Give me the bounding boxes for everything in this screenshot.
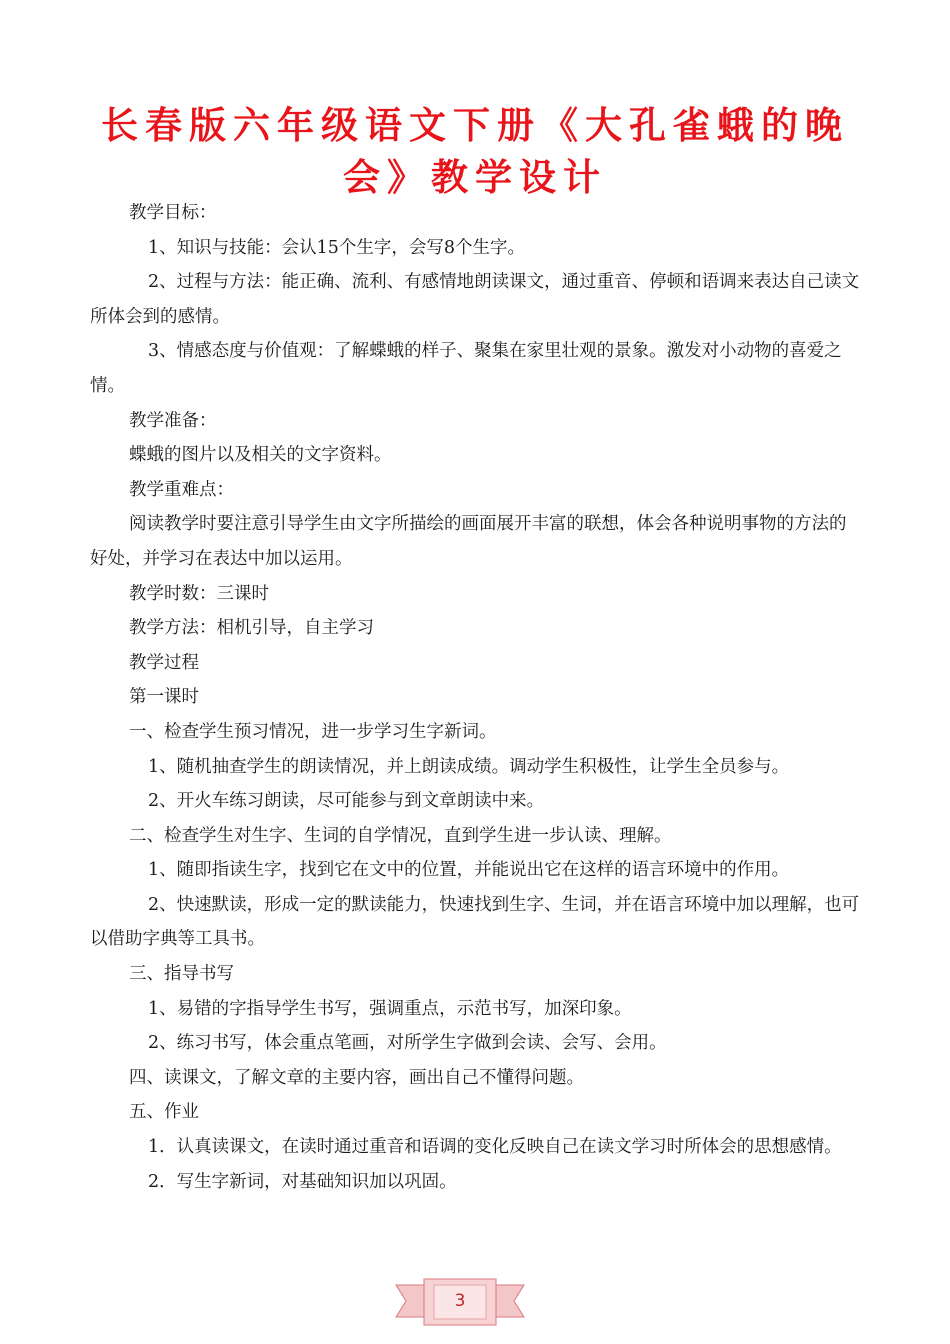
page-number: 3 bbox=[454, 1291, 466, 1311]
paragraph: 2．写生字新词，对基础知识加以巩固。 bbox=[148, 1171, 457, 1192]
paragraph: 教学方法：相机引导，自主学习 bbox=[129, 618, 374, 639]
paragraph: 2、过程与方法：能正确、流利、有感情地朗读课文，通过重音、停顿和语调来表达自己读文所体会到的感情。 bbox=[90, 272, 860, 327]
paragraph: 二、检查学生对生字、生词的自学情况，直到学生进一步认读、理解。 bbox=[129, 825, 672, 846]
paragraph: 第一课时 bbox=[129, 687, 199, 708]
page-number-ribbon bbox=[394, 1277, 526, 1331]
paragraph: 1、知识与技能：会认15个生字，会写8个生字。 bbox=[148, 237, 526, 258]
paragraph: 教学重难点： bbox=[129, 479, 234, 500]
document-body bbox=[90, 196, 862, 1199]
paragraph: 教学时数：三课时 bbox=[129, 583, 269, 604]
paragraph: 一、检查学生预习情况，进一步学习生字新词。 bbox=[129, 721, 497, 742]
document-title: 长春版六年级语文下册《大孔雀蛾的晚会》教学设计 bbox=[101, 104, 849, 199]
paragraph: 1、随机抽查学生的朗读情况，并上朗读成绩。调动学生积极性，让学生全员参与。 bbox=[148, 756, 790, 777]
paragraph: 三、指导书写 bbox=[129, 964, 234, 985]
paragraph: 教学目标： bbox=[129, 203, 217, 223]
paragraph: 2、开火车练习朗读，尽可能参与到文章朗读中来。 bbox=[148, 791, 545, 812]
paragraph: 2、练习书写，体会重点笔画，对所学生字做到会读、会写、会用。 bbox=[148, 1033, 667, 1054]
paragraph: 1、易错的字指导学生书写，强调重点，示范书写，加深印象。 bbox=[148, 998, 632, 1019]
paragraph: 1．认真读课文，在读时通过重音和语调的变化反映自己在读文学习时所体会的思想感情。 bbox=[148, 1137, 842, 1158]
paragraph: 五、作业 bbox=[129, 1102, 199, 1123]
paragraph: 蝶蛾的图片以及相关的文字资料。 bbox=[129, 445, 392, 466]
paragraph: 3、情感态度与价值观：了解蝶蛾的样子、聚集在家里壮观的景象。激发对小动物的喜爱之情。 bbox=[90, 341, 842, 396]
paragraph: 教学准备： bbox=[129, 410, 217, 431]
paragraph: 教学过程 bbox=[129, 652, 199, 673]
paragraph: 四、读课文，了解文章的主要内容，画出自己不懂得问题。 bbox=[129, 1067, 584, 1088]
paragraph: 阅读教学时要注意引导学生由文字所描绘的画面展开丰富的联想，体会各种说明事物的方法的好处，并学习在表达中加以运用。 bbox=[90, 514, 847, 569]
paragraph: 2、快速默读，形成一定的默读能力，快速找到生字、生词，并在语言环境中加以理解，也可以借助字典等工具书。 bbox=[90, 894, 860, 950]
paragraph: 1、随即指读生字，找到它在文中的位置，并能说出它在这样的语言环境中的作用。 bbox=[148, 860, 790, 881]
